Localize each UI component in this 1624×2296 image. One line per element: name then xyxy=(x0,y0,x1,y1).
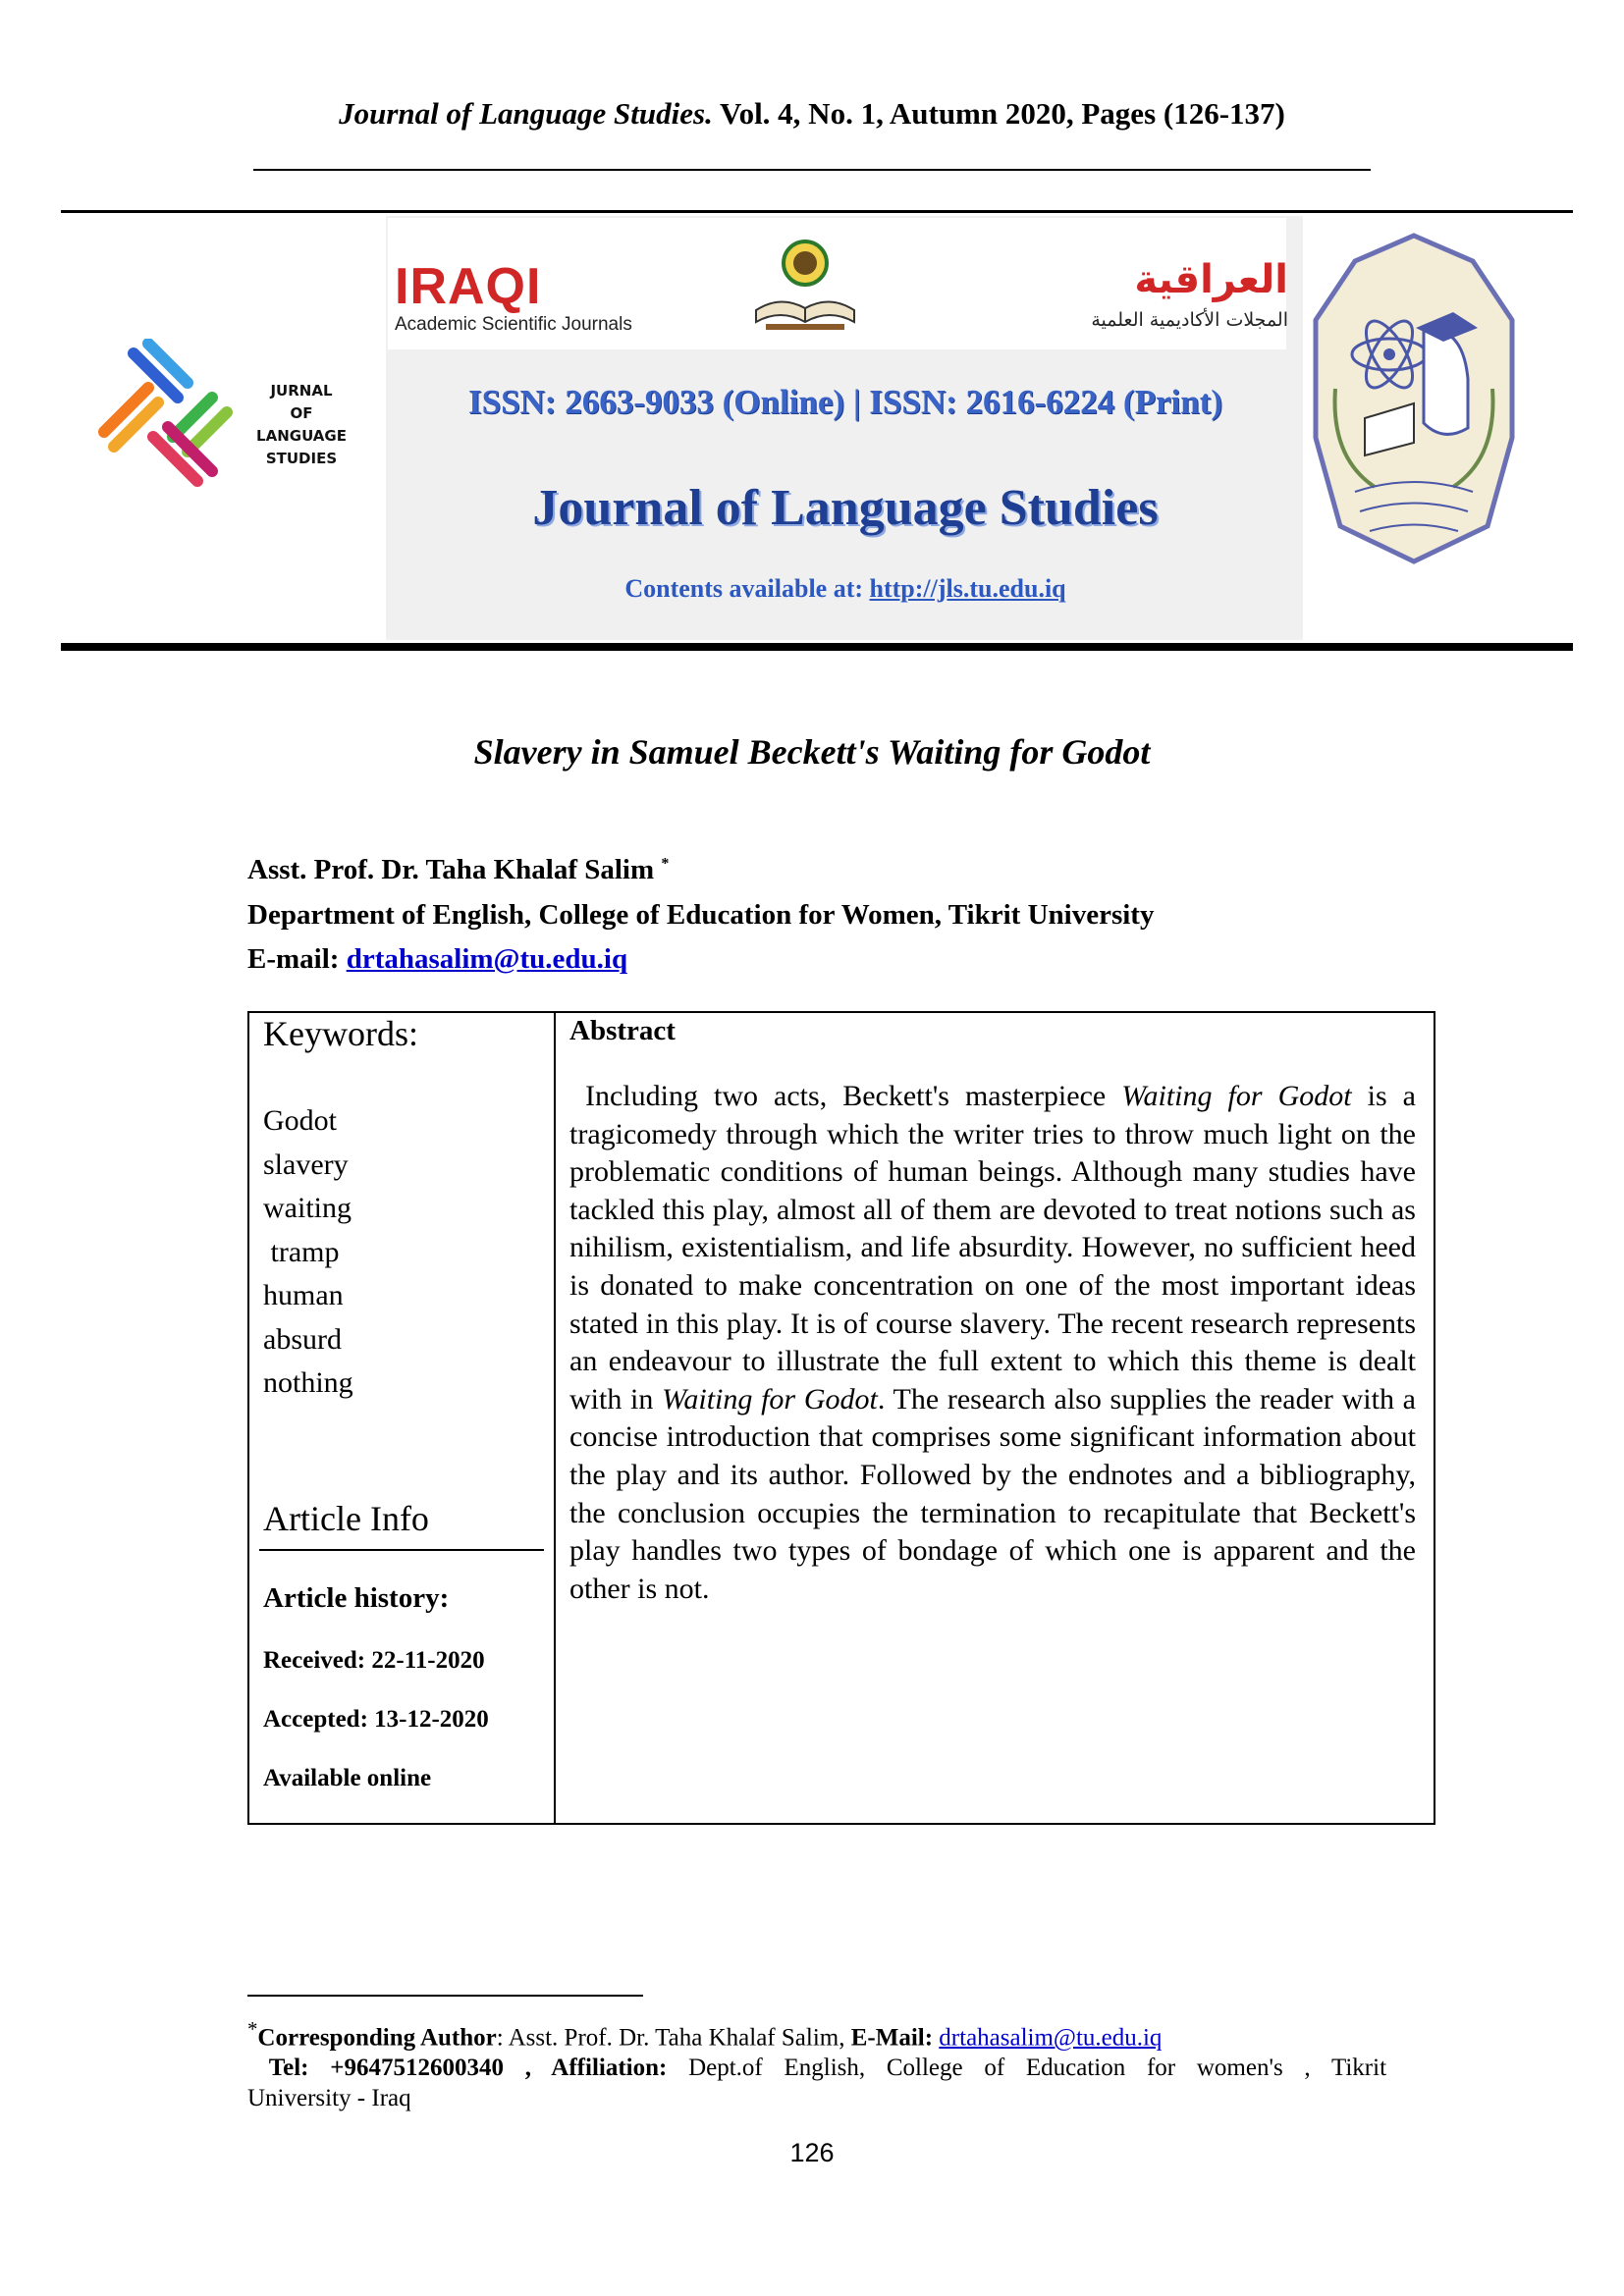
running-header-journal: Journal of Language Studies. xyxy=(339,96,713,131)
keyword-item: waiting xyxy=(263,1192,352,1224)
abstract-text: . The research also supplies the reader with a concise introduction that comprises some significant information about the play and its author. Followed by the endnotes and a bibliography, the conclusion occupies the termination to recapitulate that Beckett's play handles two types of bondage of which one is apparent and the other is not. xyxy=(569,1382,1417,1605)
abstract-heading: Abstract xyxy=(569,1015,676,1046)
article-history-label: Article history: xyxy=(263,1582,450,1614)
abstract-text: is a tragicomedy through which the writer tries to throw much light on the problematic conditions of human beings. Although many studies have tackled this play, almost all of them are devoted to treat notions such as nihilism, existentialism, and life absurdity. However, no sufficient heed is donated to make concentration on one of the most important ideas stated in this play. It is of course slavery. The recent research represents an endeavour to illustrate the full extent to which this theme is dealt with in xyxy=(569,1080,1416,1415)
table-column-divider xyxy=(554,1011,556,1825)
article-info-heading: Article Info xyxy=(263,1499,429,1538)
keyword-item: slavery xyxy=(263,1148,349,1181)
page-number: 126 xyxy=(789,2138,835,2167)
banner-bottom-rule xyxy=(61,643,1573,651)
corresponding-author-footnote xyxy=(247,2014,1386,2113)
contents-label: Contents available at: xyxy=(624,574,864,603)
footnote-rule xyxy=(247,1995,643,1997)
keyword-item: human xyxy=(263,1279,344,1311)
keyword-item: absurd xyxy=(263,1322,342,1356)
footnote-email-link[interactable]: drtahasalim@tu.edu.iq xyxy=(939,2024,1163,2052)
arabic-logo-subtitle: المجلات الأكاديمية العلمية xyxy=(1091,309,1288,331)
article-title: Slavery in Samuel Beckett's Waiting for Godot xyxy=(473,732,1151,772)
keyword-item: nothing xyxy=(263,1366,353,1399)
journal-logo-icon xyxy=(94,339,261,496)
logo-line-2: OF xyxy=(290,404,313,422)
article-info-rule xyxy=(259,1549,544,1551)
iraqi-logo-text: IRAQI xyxy=(395,258,542,315)
keyword-item: tramp xyxy=(263,1235,340,1268)
keywords-heading: Keywords: xyxy=(263,1014,418,1053)
tel-affiliation-label: Tel: +9647512600340 , Affiliation: xyxy=(268,2055,668,2082)
issn-line: ISSN: 2663-9033 (Online) | ISSN: 2616-6224 (Print) xyxy=(467,383,1222,421)
iraqi-logo-subtitle: Academic Scientific Journals xyxy=(395,314,632,335)
abstract-body xyxy=(569,1078,1416,1608)
author-email-link[interactable]: drtahasalim@tu.edu.iq xyxy=(346,943,628,975)
keyword-item: Godot xyxy=(263,1104,337,1137)
available-online: Available online xyxy=(263,1765,432,1791)
author-name xyxy=(247,854,669,886)
open-book-emblem-icon xyxy=(746,234,864,336)
logo-line-4: STUDIES xyxy=(265,450,338,467)
journal-website-link[interactable]: http://jls.tu.edu.iq xyxy=(869,574,1066,603)
running-header xyxy=(0,96,1624,132)
logo-line-1: JURNAL xyxy=(270,382,333,400)
affiliation-text: Dept.of English, College of Education for women's , Tikrit xyxy=(688,2055,1387,2082)
corresponding-label: Corresponding Author xyxy=(257,2024,497,2052)
running-header-issue: Vol. 4, No. 1, Autumn 2020, Pages (126-137) xyxy=(720,96,1285,131)
affiliation-text-cont: University - Iraq xyxy=(247,2085,411,2112)
accepted-date: Accepted: 13-12-2020 xyxy=(263,1706,489,1733)
journal-logo-text xyxy=(247,380,355,470)
author-email-line xyxy=(247,943,627,976)
author-department: Department of English, College of Education for Women, Tikrit University xyxy=(247,899,1155,931)
author-footnote-mark: * xyxy=(661,855,670,873)
author-name-text: Asst. Prof. Dr. Taha Khalaf Salim xyxy=(247,854,655,885)
abstract-text: Including two acts, Beckett's masterpiece xyxy=(585,1080,1122,1112)
corresponding-value: : Asst. Prof. Dr. Taha Khalaf Salim, xyxy=(496,2024,851,2052)
college-seal-icon xyxy=(1306,232,1522,565)
received-date: Received: 22-11-2020 xyxy=(263,1647,485,1674)
abstract-italic-title: Waiting for Godot xyxy=(662,1382,878,1415)
header-rule xyxy=(253,169,1371,171)
abstract-italic-title: Waiting for Godot xyxy=(1121,1080,1352,1112)
footnote-mark: * xyxy=(247,2017,258,2041)
banner-journal-title: Journal of Language Studies xyxy=(532,480,1159,536)
footnote-email-label: E-Mail: xyxy=(850,2024,934,2052)
logo-line-3: LANGUAGE xyxy=(256,427,347,445)
banner-top-rule xyxy=(61,210,1573,213)
keywords-list xyxy=(263,1099,353,1406)
email-label: E-mail: xyxy=(247,943,340,975)
contents-available xyxy=(388,574,1303,604)
arabic-logo-text: العراقية xyxy=(1134,257,1288,302)
